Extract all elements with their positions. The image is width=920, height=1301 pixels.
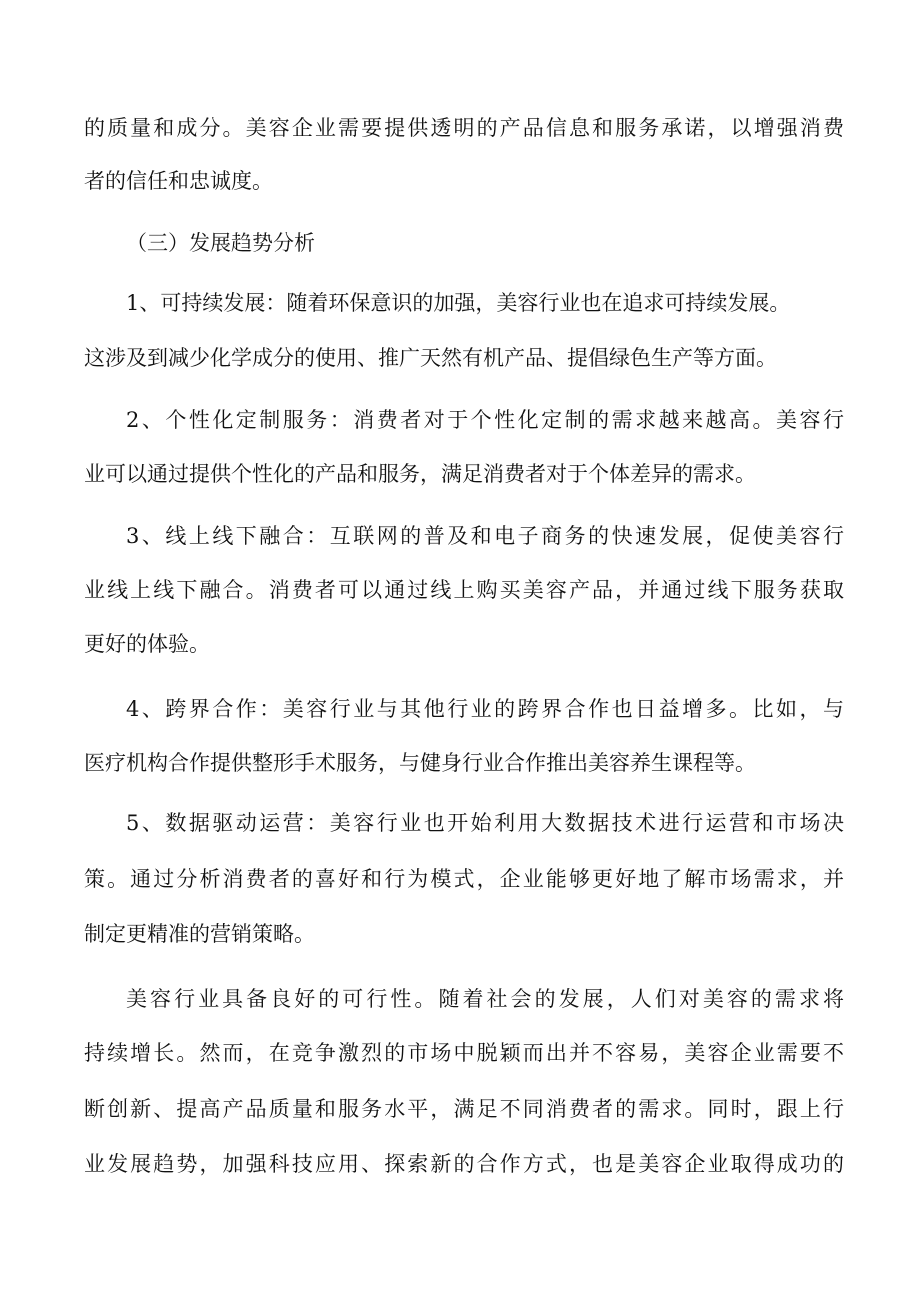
text-line: 5、数据驱动运营：美容行业也开始利用大数据技术进行运营和市场决 <box>126 811 844 835</box>
text-line: 的质量和成分。美容企业需要提供透明的产品信息和服务承诺，以增强消费 <box>84 116 844 140</box>
text-line: 更好的体验。 <box>84 632 210 656</box>
text-line: 策。通过分析消费者的喜好和行为模式，企业能够更好地了解市场需求，并 <box>84 867 844 891</box>
text-line: 业线上线下融合。消费者可以通过线上购买美容产品，并通过线下服务获取 <box>84 578 844 602</box>
text-line: 2、个性化定制服务：消费者对于个性化定制的需求越来越高。美容行 <box>126 408 844 432</box>
text-line: 业可以通过提供个性化的产品和服务，满足消费者对于个体差异的需求。 <box>84 462 756 486</box>
text-line: 4、跨界合作：美容行业与其他行业的跨界合作也日益增多。比如，与 <box>126 697 844 721</box>
text-line: 制定更精准的营销策略。 <box>84 922 315 946</box>
section-heading-trends: （三）发展趋势分析 <box>126 231 315 255</box>
text-line: 美容行业具备良好的可行性。随着社会的发展，人们对美容的需求将 <box>126 987 844 1011</box>
text-line: 这涉及到减少化学成分的使用、推广天然有机产品、提倡绿色生产等方面。 <box>84 346 777 370</box>
text-line: 业发展趋势，加强科技应用、探索新的合作方式，也是美容企业取得成功的 <box>84 1152 844 1176</box>
text-line: 者的信任和忠诚度。 <box>84 169 273 193</box>
text-line: 3、线上线下融合：互联网的普及和电子商务的快速发展，促使美容行 <box>126 524 844 548</box>
text-line: 医疗机构合作提供整形手术服务，与健身行业合作推出美容养生课程等。 <box>84 751 756 775</box>
text-line: 1、可持续发展：随着环保意识的加强，美容行业也在追求可持续发展。 <box>126 291 791 315</box>
text-line: 持续增长。然而，在竞争激烈的市场中脱颖而出并不容易，美容企业需要不 <box>84 1041 844 1065</box>
text-line: 断创新、提高产品质量和服务水平，满足不同消费者的需求。同时，跟上行 <box>84 1097 844 1121</box>
